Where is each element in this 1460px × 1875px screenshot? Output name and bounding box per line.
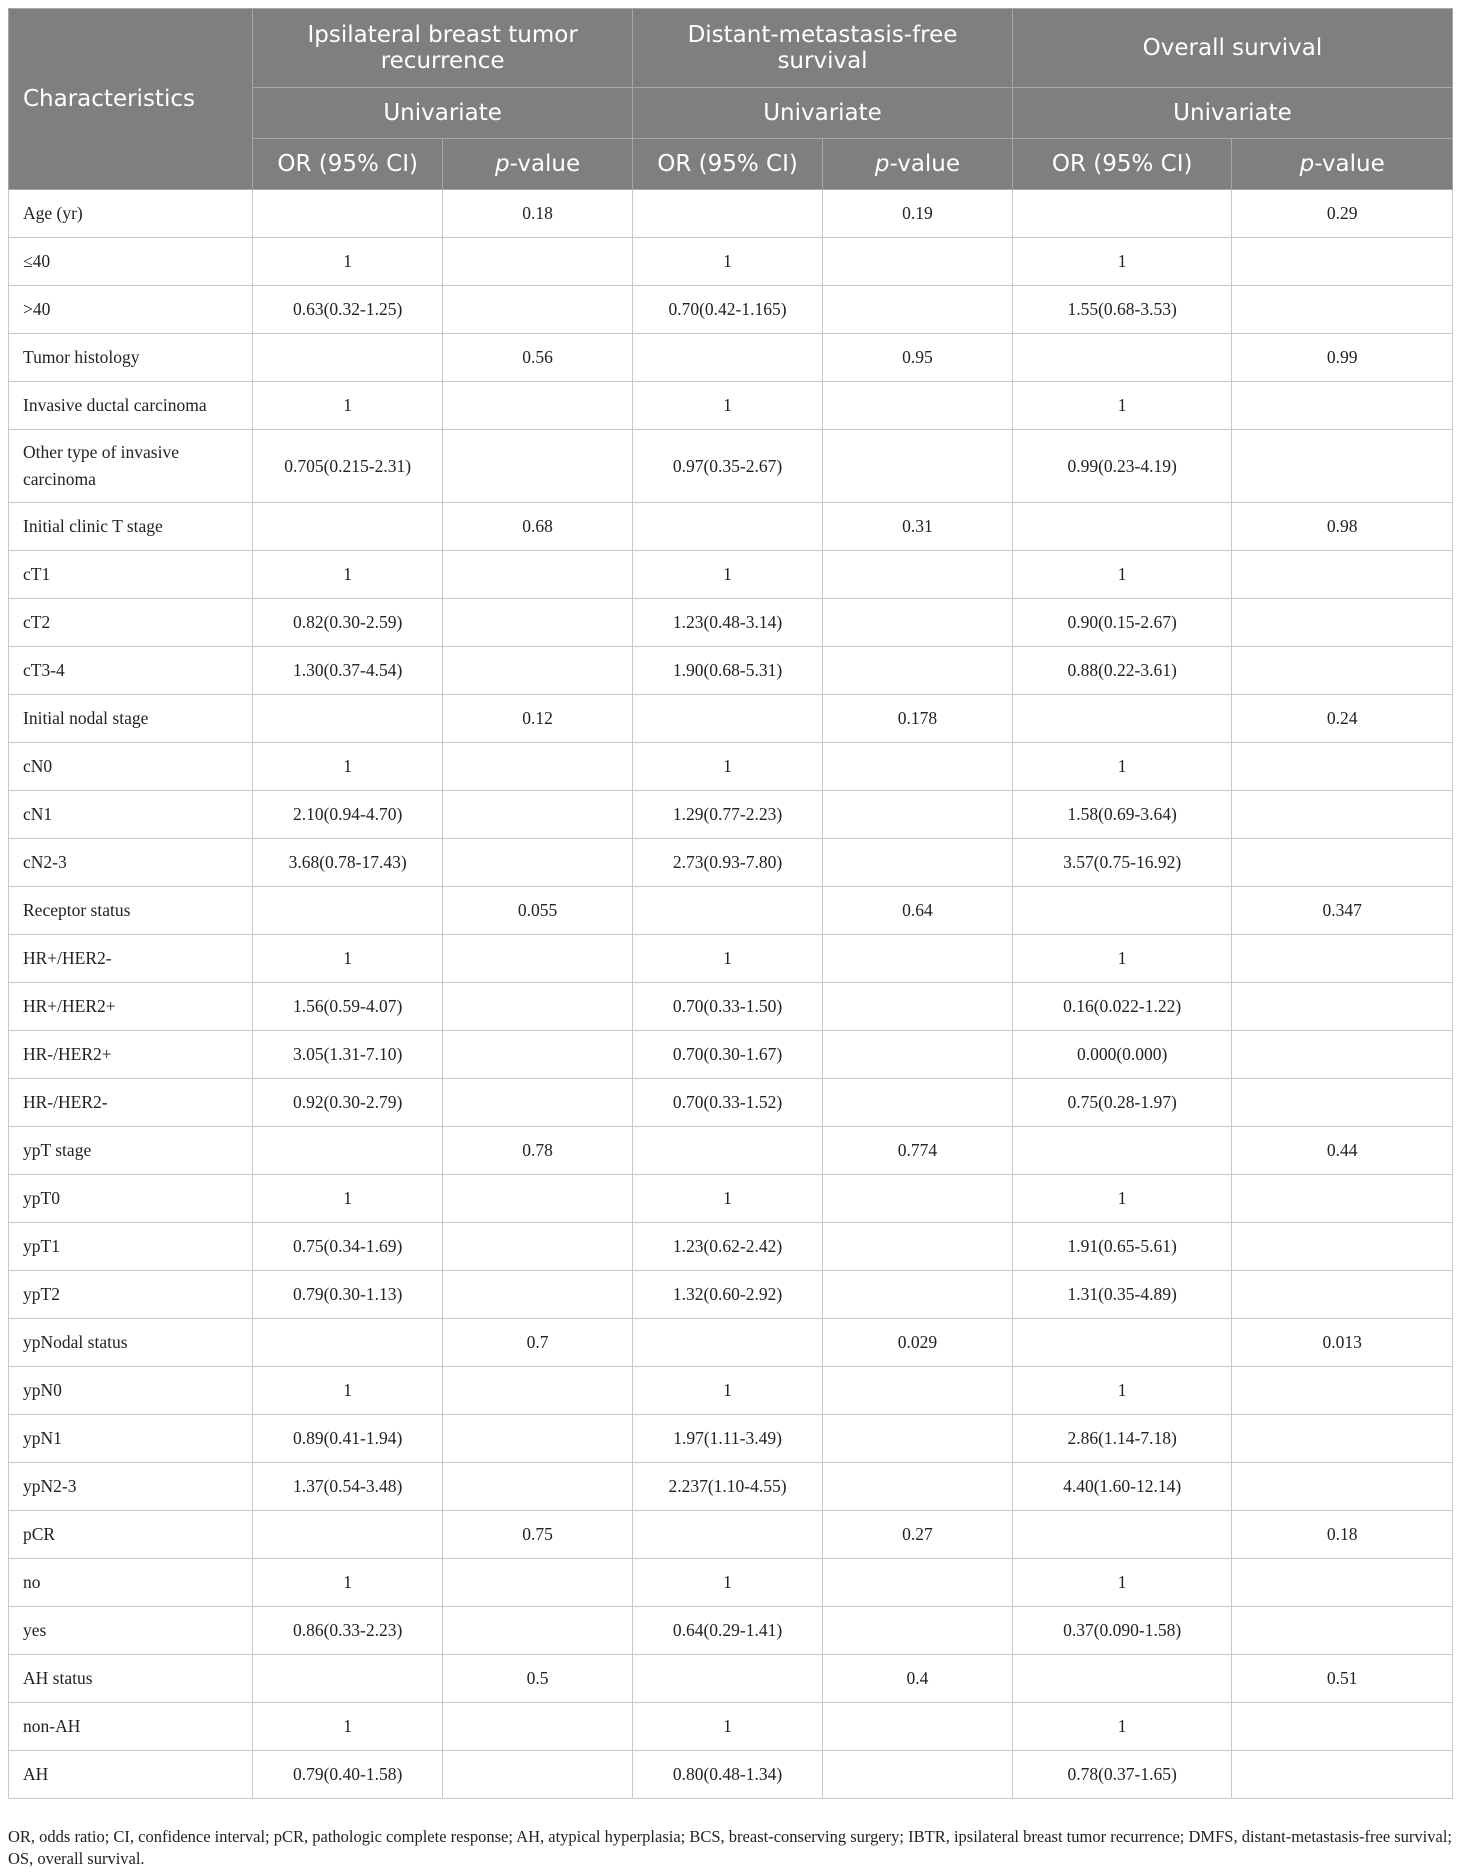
table-row [9,695,1453,743]
row-label: ypT2 [9,1271,253,1319]
ibtr-or-cell: 3.05(1.31-7.10) [253,1031,443,1079]
ibtr-or-cell: 0.82(0.30-2.59) [253,599,443,647]
table-row [9,743,1453,791]
dmfs-pvalue-cell: 0.029 [823,1319,1013,1367]
dmfs-or-cell: 0.97(0.35-2.67) [633,430,823,503]
row-label: cN2-3 [9,839,253,887]
ibtr-or-cell: 1 [253,743,443,791]
ibtr-or-cell [253,1655,443,1703]
row-label: yes [9,1607,253,1655]
dmfs-or-cell: 2.237(1.10-4.55) [633,1463,823,1511]
os-or-cell [1012,334,1231,382]
dmfs-pvalue-cell [823,1031,1013,1079]
p-italic: p [495,151,510,177]
table-row [9,1127,1453,1175]
os-pvalue-cell [1232,1415,1453,1463]
os-or-header: OR (95% CI) [1012,139,1231,190]
ibtr-pvalue-cell [443,1271,633,1319]
os-or-cell [1012,1511,1231,1559]
p-italic: p [1299,151,1315,177]
os-or-cell: 1 [1012,551,1231,599]
table-row [9,935,1453,983]
ibtr-or-cell: 1 [253,551,443,599]
os-pvalue-cell: 0.29 [1232,190,1453,238]
dmfs-pvalue-cell [823,599,1013,647]
row-label: non-AH [9,1703,253,1751]
ibtr-group-header: Ipsilateral breast tumor recurrence [253,9,633,88]
dmfs-or-cell: 1 [633,1559,823,1607]
dmfs-or-cell: 1 [633,1367,823,1415]
ibtr-or-cell: 0.75(0.34-1.69) [253,1223,443,1271]
ibtr-or-cell: 1 [253,1559,443,1607]
ibtr-pvalue-cell [443,647,633,695]
dmfs-or-cell: 1 [633,382,823,430]
table-body [9,190,1453,1799]
dmfs-or-cell: 1.97(1.11-3.49) [633,1415,823,1463]
row-label: ypN2-3 [9,1463,253,1511]
os-pvalue-cell [1232,1703,1453,1751]
dmfs-pvalue-cell [823,1703,1013,1751]
os-or-cell [1012,887,1231,935]
ibtr-or-cell: 1.30(0.37-4.54) [253,647,443,695]
dmfs-pvalue-cell [823,1463,1013,1511]
os-pvalue-cell [1232,743,1453,791]
os-pvalue-cell [1232,839,1453,887]
table-row [9,1079,1453,1127]
dmfs-pvalue-cell [823,791,1013,839]
dmfs-pvalue-cell: 0.178 [823,695,1013,743]
row-label: ypN0 [9,1367,253,1415]
dmfs-or-header: OR (95% CI) [633,139,823,190]
os-pvalue-cell [1232,286,1453,334]
ibtr-pvalue-cell: 0.5 [443,1655,633,1703]
os-pvalue-cell [1232,599,1453,647]
ibtr-pvalue-cell [443,238,633,286]
os-or-cell [1012,1655,1231,1703]
row-label: pCR [9,1511,253,1559]
table-row [9,1463,1453,1511]
ibtr-pvalue-cell: 0.7 [443,1319,633,1367]
ibtr-pvalue-cell [443,1463,633,1511]
ibtr-pvalue-header [443,139,633,190]
os-pvalue-cell [1232,1607,1453,1655]
row-label: >40 [9,286,253,334]
dmfs-pvalue-cell [823,1223,1013,1271]
os-pvalue-cell [1232,1175,1453,1223]
os-pvalue-cell: 0.51 [1232,1655,1453,1703]
dmfs-or-cell: 1.23(0.48-3.14) [633,599,823,647]
os-or-cell: 0.37(0.090-1.58) [1012,1607,1231,1655]
dmfs-group-header: Distant-metastasis-free survival [633,9,1013,88]
table-row [9,1271,1453,1319]
os-or-cell [1012,1319,1231,1367]
dmfs-pvalue-cell [823,238,1013,286]
os-or-cell: 0.16(0.022-1.22) [1012,983,1231,1031]
dmfs-or-cell: 1.23(0.62-2.42) [633,1223,823,1271]
os-or-cell: 0.75(0.28-1.97) [1012,1079,1231,1127]
dmfs-or-cell [633,190,823,238]
os-or-cell: 1.55(0.68-3.53) [1012,286,1231,334]
os-pvalue-cell [1232,1463,1453,1511]
row-label: Initial clinic T stage [9,503,253,551]
os-or-cell: 0.88(0.22-3.61) [1012,647,1231,695]
row-label: HR+/HER2- [9,935,253,983]
os-pvalue-cell: 0.24 [1232,695,1453,743]
dmfs-or-cell: 1.90(0.68-5.31) [633,647,823,695]
dmfs-univariate-header: Univariate [633,88,1013,139]
row-label: AH status [9,1655,253,1703]
dmfs-pvalue-cell [823,983,1013,1031]
os-pvalue-cell [1232,1559,1453,1607]
dmfs-or-cell [633,334,823,382]
os-or-cell: 1.31(0.35-4.89) [1012,1271,1231,1319]
p-italic: p [874,151,890,177]
ibtr-pvalue-cell: 0.68 [443,503,633,551]
dmfs-pvalue-cell: 0.4 [823,1655,1013,1703]
dmfs-or-cell: 0.70(0.33-1.52) [633,1079,823,1127]
table-row [9,887,1453,935]
ibtr-pvalue-cell [443,286,633,334]
ibtr-pvalue-cell [443,1367,633,1415]
os-pvalue-cell [1232,935,1453,983]
dmfs-or-cell: 1.29(0.77-2.23) [633,791,823,839]
table-row [9,839,1453,887]
dmfs-pvalue-cell [823,935,1013,983]
os-or-cell [1012,695,1231,743]
ibtr-or-cell: 1 [253,1703,443,1751]
ibtr-pvalue-cell [443,382,633,430]
ibtr-pvalue-cell [443,983,633,1031]
dmfs-or-cell [633,695,823,743]
table-row [9,1031,1453,1079]
dmfs-pvalue-cell [823,1079,1013,1127]
ibtr-or-cell: 1.37(0.54-3.48) [253,1463,443,1511]
table-row [9,1175,1453,1223]
os-pvalue-cell [1232,983,1453,1031]
dmfs-pvalue-cell [823,551,1013,599]
dmfs-pvalue-cell: 0.31 [823,503,1013,551]
ibtr-pvalue-cell [443,935,633,983]
ibtr-or-cell: 2.10(0.94-4.70) [253,791,443,839]
os-or-cell: 1 [1012,1175,1231,1223]
dmfs-or-cell: 1 [633,551,823,599]
row-label: no [9,1559,253,1607]
os-pvalue-cell [1232,551,1453,599]
dmfs-pvalue-cell [823,1367,1013,1415]
dmfs-or-cell [633,887,823,935]
ibtr-or-cell [253,190,443,238]
dmfs-pvalue-cell: 0.27 [823,1511,1013,1559]
row-label: HR+/HER2+ [9,983,253,1031]
ibtr-pvalue-cell [443,1031,633,1079]
dmfs-pvalue-cell [823,1271,1013,1319]
row-label: ≤40 [9,238,253,286]
ibtr-or-cell [253,1511,443,1559]
ibtr-or-header: OR (95% CI) [253,139,443,190]
dmfs-or-cell [633,503,823,551]
table-row [9,1223,1453,1271]
table-row [9,1655,1453,1703]
row-label: ypT stage [9,1127,253,1175]
os-or-cell [1012,503,1231,551]
dmfs-or-cell: 1.32(0.60-2.92) [633,1271,823,1319]
dmfs-or-cell [633,1127,823,1175]
ibtr-pvalue-cell [443,1607,633,1655]
p-rest: -value [509,151,581,177]
results-table [8,8,1453,1799]
ibtr-or-cell: 1.56(0.59-4.07) [253,983,443,1031]
table-row [9,1559,1453,1607]
ibtr-pvalue-cell [443,1175,633,1223]
os-pvalue-cell [1232,1367,1453,1415]
row-label: ypT1 [9,1223,253,1271]
ibtr-pvalue-cell: 0.055 [443,887,633,935]
row-label: Receptor status [9,887,253,935]
os-or-cell: 0.90(0.15-2.67) [1012,599,1231,647]
os-or-cell: 4.40(1.60-12.14) [1012,1463,1231,1511]
p-rest: -value [889,151,961,177]
ibtr-or-cell [253,887,443,935]
ibtr-pvalue-cell [443,551,633,599]
table-row [9,791,1453,839]
dmfs-or-cell [633,1655,823,1703]
characteristics-header: Characteristics [9,9,253,190]
row-label: AH [9,1751,253,1799]
ibtr-or-cell: 0.92(0.30-2.79) [253,1079,443,1127]
table-row [9,238,1453,286]
ibtr-pvalue-cell: 0.56 [443,334,633,382]
os-or-cell: 1 [1012,382,1231,430]
os-pvalue-cell [1232,1079,1453,1127]
ibtr-or-cell [253,503,443,551]
p-rest: -value [1314,151,1385,177]
ibtr-pvalue-cell [443,1703,633,1751]
dmfs-or-cell: 1 [633,935,823,983]
os-pvalue-cell: 0.44 [1232,1127,1453,1175]
dmfs-pvalue-cell [823,1175,1013,1223]
os-pvalue-cell: 0.013 [1232,1319,1453,1367]
ibtr-or-cell: 1 [253,1367,443,1415]
os-pvalue-cell [1232,1031,1453,1079]
ibtr-or-cell: 0.63(0.32-1.25) [253,286,443,334]
dmfs-or-cell: 0.70(0.33-1.50) [633,983,823,1031]
ibtr-or-cell: 0.89(0.41-1.94) [253,1415,443,1463]
table-row [9,334,1453,382]
dmfs-pvalue-cell [823,286,1013,334]
table-footnote: OR, odds ratio; CI, confidence interval; pCR, pathologic complete response; AH, atypical hyperplasia; BCS, breast-conserving surgery; IBTR, ipsilateral breast tumor recurrence; DMFS, distant-metastasis-free survival; OS, overall survival. [8,1827,1453,1868]
row-label: cT2 [9,599,253,647]
ibtr-pvalue-cell: 0.75 [443,1511,633,1559]
ibtr-pvalue-cell: 0.12 [443,695,633,743]
ibtr-pvalue-cell [443,1415,633,1463]
ibtr-or-cell [253,695,443,743]
dmfs-pvalue-cell [823,382,1013,430]
dmfs-pvalue-cell [823,647,1013,695]
ibtr-or-cell: 1 [253,238,443,286]
dmfs-pvalue-cell [823,1415,1013,1463]
table-row [9,983,1453,1031]
dmfs-or-cell: 1 [633,1175,823,1223]
os-or-cell: 1 [1012,743,1231,791]
os-or-cell [1012,190,1231,238]
dmfs-pvalue-cell [823,743,1013,791]
dmfs-pvalue-header [823,139,1013,190]
os-pvalue-cell [1232,791,1453,839]
row-label: cT1 [9,551,253,599]
table-row [9,1703,1453,1751]
table-row [9,503,1453,551]
row-label: Initial nodal stage [9,695,253,743]
table-row [9,286,1453,334]
row-label: ypNodal status [9,1319,253,1367]
ibtr-or-cell: 0.705(0.215-2.31) [253,430,443,503]
table-row [9,1751,1453,1799]
os-pvalue-cell [1232,1751,1453,1799]
ibtr-or-cell: 0.79(0.30-1.13) [253,1271,443,1319]
dmfs-or-cell: 2.73(0.93-7.80) [633,839,823,887]
dmfs-or-cell [633,1511,823,1559]
dmfs-or-cell: 0.80(0.48-1.34) [633,1751,823,1799]
ibtr-or-cell [253,1319,443,1367]
os-or-cell: 1 [1012,1559,1231,1607]
os-pvalue-cell: 0.99 [1232,334,1453,382]
os-or-cell: 1 [1012,935,1231,983]
ibtr-or-cell: 1 [253,1175,443,1223]
ibtr-pvalue-cell [443,1079,633,1127]
os-or-cell: 3.57(0.75-16.92) [1012,839,1231,887]
table-row [9,1511,1453,1559]
dmfs-or-cell: 0.64(0.29-1.41) [633,1607,823,1655]
ibtr-or-cell [253,1127,443,1175]
os-or-cell: 0.000(0.000) [1012,1031,1231,1079]
dmfs-or-cell: 0.70(0.42-1.165) [633,286,823,334]
dmfs-pvalue-cell [823,1751,1013,1799]
os-pvalue-cell [1232,238,1453,286]
dmfs-pvalue-cell: 0.95 [823,334,1013,382]
table-header [9,9,1453,190]
ibtr-or-cell [253,334,443,382]
row-label: Tumor histology [9,334,253,382]
ibtr-or-cell: 0.79(0.40-1.58) [253,1751,443,1799]
ibtr-pvalue-cell [443,743,633,791]
table-row [9,599,1453,647]
os-pvalue-header [1232,139,1453,190]
dmfs-or-cell [633,1319,823,1367]
os-or-cell: 1 [1012,1367,1231,1415]
dmfs-or-cell: 1 [633,1703,823,1751]
os-pvalue-cell [1232,430,1453,503]
ibtr-or-cell: 1 [253,382,443,430]
ibtr-pvalue-cell: 0.18 [443,190,633,238]
table-row [9,1607,1453,1655]
ibtr-univariate-header: Univariate [253,88,633,139]
os-or-cell: 1.58(0.69-3.64) [1012,791,1231,839]
row-label: HR-/HER2+ [9,1031,253,1079]
ibtr-or-cell: 1 [253,935,443,983]
row-label: cN0 [9,743,253,791]
dmfs-pvalue-cell: 0.774 [823,1127,1013,1175]
os-or-cell: 1 [1012,238,1231,286]
os-or-cell: 1.91(0.65-5.61) [1012,1223,1231,1271]
os-or-cell: 2.86(1.14-7.18) [1012,1415,1231,1463]
ibtr-pvalue-cell [443,1751,633,1799]
ibtr-pvalue-cell: 0.78 [443,1127,633,1175]
row-label: ypN1 [9,1415,253,1463]
os-pvalue-cell [1232,647,1453,695]
os-pvalue-cell: 0.347 [1232,887,1453,935]
os-or-cell [1012,1127,1231,1175]
ibtr-pvalue-cell [443,839,633,887]
row-label: Age (yr) [9,190,253,238]
ibtr-pvalue-cell [443,1223,633,1271]
row-label: ypT0 [9,1175,253,1223]
os-or-cell: 0.78(0.37-1.65) [1012,1751,1231,1799]
dmfs-pvalue-cell: 0.64 [823,887,1013,935]
os-pvalue-cell [1232,1271,1453,1319]
ibtr-pvalue-cell [443,791,633,839]
row-label: Other type of invasive carcinoma [9,430,253,503]
row-label: Invasive ductal carcinoma [9,382,253,430]
os-group-header: Overall survival [1012,9,1452,88]
dmfs-pvalue-cell [823,1559,1013,1607]
dmfs-pvalue-cell [823,839,1013,887]
table-row [9,1367,1453,1415]
table-row [9,190,1453,238]
os-or-cell: 0.99(0.23-4.19) [1012,430,1231,503]
dmfs-or-cell: 0.70(0.30-1.67) [633,1031,823,1079]
dmfs-pvalue-cell: 0.19 [823,190,1013,238]
os-pvalue-cell: 0.98 [1232,503,1453,551]
os-pvalue-cell [1232,1223,1453,1271]
os-univariate-header: Univariate [1012,88,1452,139]
ibtr-or-cell: 3.68(0.78-17.43) [253,839,443,887]
dmfs-or-cell: 1 [633,238,823,286]
os-or-cell: 1 [1012,1703,1231,1751]
os-pvalue-cell: 0.18 [1232,1511,1453,1559]
table-row [9,430,1453,503]
row-label: cN1 [9,791,253,839]
ibtr-pvalue-cell [443,1559,633,1607]
table-row [9,551,1453,599]
dmfs-or-cell: 1 [633,743,823,791]
row-label: HR-/HER2- [9,1079,253,1127]
dmfs-pvalue-cell [823,1607,1013,1655]
table-row [9,382,1453,430]
os-pvalue-cell [1232,382,1453,430]
table-row [9,1415,1453,1463]
row-label: cT3-4 [9,647,253,695]
table-row [9,647,1453,695]
ibtr-pvalue-cell [443,599,633,647]
ibtr-or-cell: 0.86(0.33-2.23) [253,1607,443,1655]
ibtr-pvalue-cell [443,430,633,503]
table-row [9,1319,1453,1367]
dmfs-pvalue-cell [823,430,1013,503]
